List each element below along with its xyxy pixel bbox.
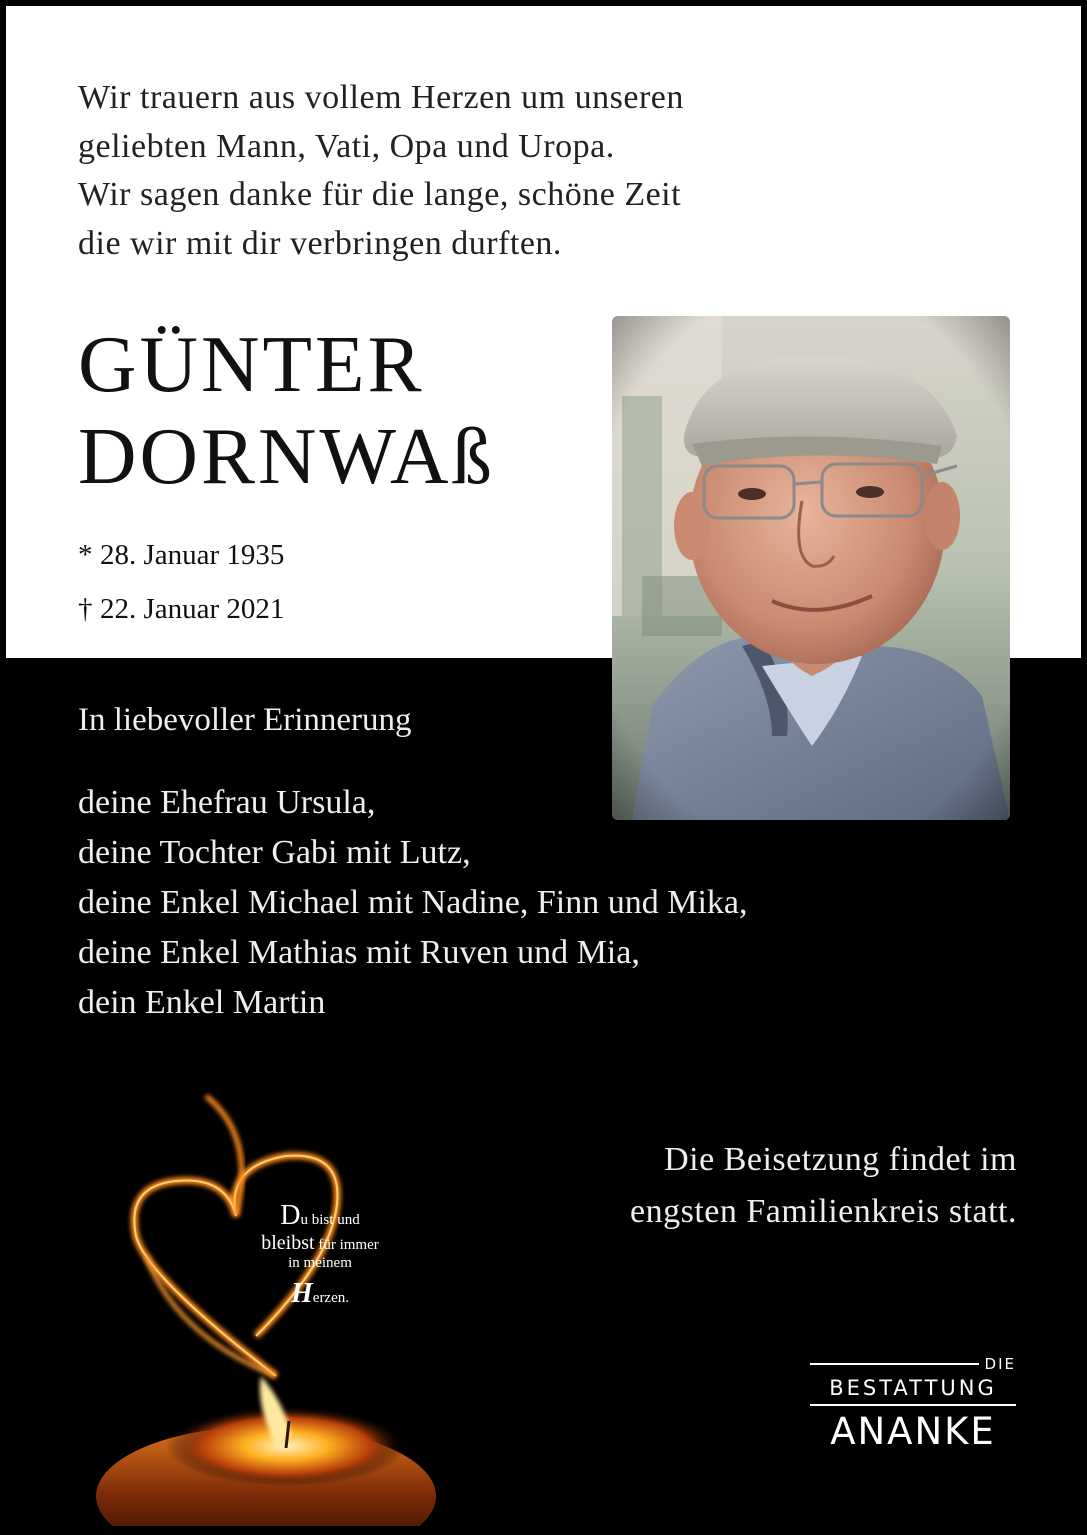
family-line: dein Enkel Martin (78, 984, 326, 1021)
birth-star-icon: * (78, 539, 93, 571)
burial-line: Die Beisetzung findet im (664, 1141, 1017, 1178)
logo-ananke: ANANKE (830, 1410, 996, 1453)
logo-line-left (810, 1363, 979, 1365)
family-line: deine Enkel Michael mit Nadine, Finn und Mika, (78, 884, 748, 921)
burial-line: engsten Familienkreis statt. (630, 1193, 1017, 1230)
family-line: deine Ehefrau Ursula, (78, 784, 376, 821)
family-list (78, 778, 747, 1028)
birth-date: 28. Januar 1935 (100, 539, 285, 571)
quote-initial-d: D (280, 1200, 301, 1231)
quote-initial-h: H (291, 1278, 313, 1309)
quote-bleibst: bleibst (261, 1232, 315, 1254)
deceased-name (78, 318, 495, 502)
death-date: 22. Januar 2021 (100, 593, 285, 625)
last-name: DORNWAß (78, 411, 495, 501)
burial-notice (630, 1134, 1017, 1238)
portrait-photo (612, 316, 1010, 820)
quote-in-meinem: in meinem (288, 1255, 352, 1271)
quote-line-1: u bist und (300, 1212, 360, 1228)
logo-separator (810, 1404, 1016, 1406)
logo-die: DIE (984, 1355, 1016, 1373)
funeral-home-logo (810, 1355, 1016, 1453)
death-date-row (78, 582, 284, 636)
family-line: deine Tochter Gabi mit Lutz, (78, 834, 471, 871)
intro-text (78, 74, 878, 268)
birth-date-row (78, 528, 284, 582)
death-cross-icon: † (78, 593, 93, 625)
life-dates (78, 528, 284, 636)
heart-quote (240, 1200, 400, 1310)
intro-line: Wir trauern aus vollem Herzen um unseren (78, 79, 684, 116)
quote-fuer-immer: für immer (314, 1237, 379, 1253)
first-name: GÜNTER (78, 319, 425, 409)
intro-line: Wir sagen danke für die lange, schöne Zeit (78, 176, 682, 213)
intro-line: geliebten Mann, Vati, Opa und Uropa. (78, 127, 615, 165)
intro-line: die wir mit dir verbringen durften. (78, 224, 562, 262)
logo-bestattung: BESTATTUNG (829, 1376, 997, 1400)
portrait-image (612, 316, 1010, 820)
family-line: deine Enkel Mathias mit Ruven und Mia, (78, 934, 640, 971)
quote-herzen: erzen. (312, 1290, 349, 1306)
memory-heading: In liebevoller Erinnerung (78, 702, 412, 738)
